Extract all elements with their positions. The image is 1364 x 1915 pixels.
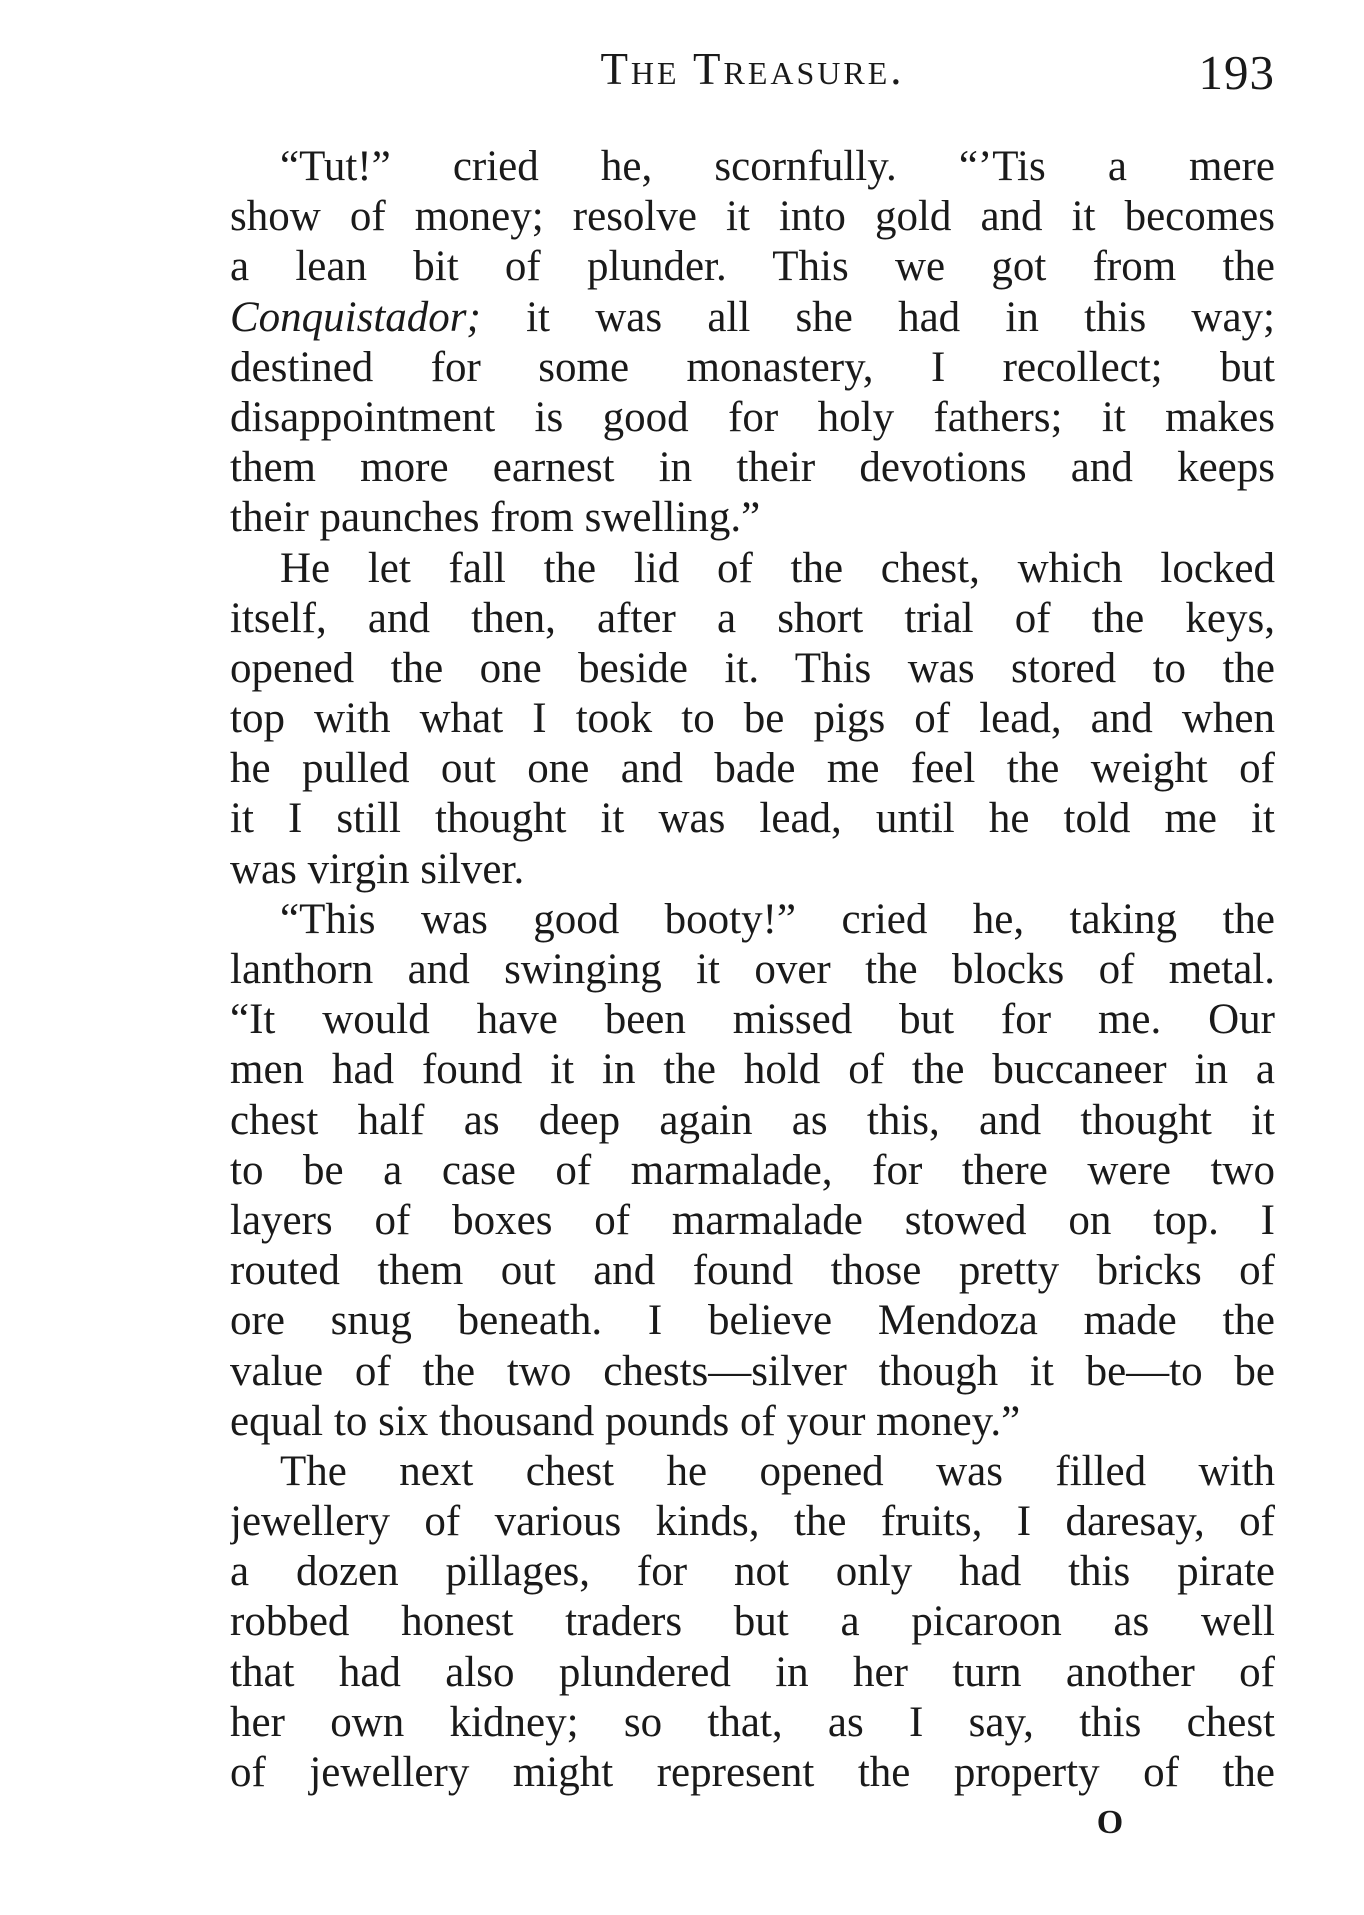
- text-line-with-italic: [230, 293, 1275, 343]
- text-line: layers of boxes of marmalade stowed on top. I: [230, 1196, 1275, 1244]
- text-line: show of money; resolve it into gold and it becomes: [230, 193, 1275, 241]
- text-line: her own kidney; so that, as I say, this chest: [230, 1698, 1275, 1746]
- text-line: “Tut!” cried he, scornfully. “’Tis a mere: [280, 143, 1275, 190]
- text-line: value of the two chests—silver though it be—to be: [230, 1347, 1275, 1395]
- text-line: disappointment is good for holy fathers; it makes: [230, 393, 1275, 441]
- text-line: robbed honest traders but a picaroon as well: [230, 1598, 1275, 1646]
- text-line-rest: it was all she had in this way;: [526, 293, 1275, 341]
- text-line: “It would have been missed but for me. Our: [230, 996, 1275, 1044]
- text-line: opened the one beside it. This was stored to the: [230, 644, 1275, 692]
- text-line: a dozen pillages, for not only had this pirate: [230, 1548, 1275, 1596]
- text-line: chest half as deep again as this, and thought it: [230, 1096, 1275, 1144]
- signature-mark: O: [1096, 1804, 1124, 1841]
- text-line: he pulled out one and bade me feel the weight of: [230, 745, 1275, 793]
- text-line: ore snug beneath. I believe Mendoza made the: [230, 1297, 1275, 1345]
- text-line: routed them out and found those pretty bricks of: [230, 1247, 1275, 1295]
- running-title: The Treasure.: [600, 44, 905, 94]
- text-line: them more earnest in their devotions and keeps: [230, 444, 1275, 492]
- text-line: of jewellery might represent the property of the: [230, 1749, 1275, 1796]
- text-line: it I still thought it was lead, until he told me it: [230, 795, 1275, 843]
- running-head: [230, 34, 1275, 104]
- text-line: jewellery of various kinds, the fruits, I daresay, of: [230, 1498, 1275, 1546]
- text-line: equal to six thousand pounds of your money.”: [230, 1397, 1021, 1445]
- body-text: [230, 142, 1275, 1798]
- text-line: “This was good booty!” cried he, taking the: [280, 895, 1275, 943]
- text-line: lanthorn and swinging it over the blocks of metal.: [230, 946, 1275, 993]
- text-line: men had found it in the hold of the buccaneer in a: [230, 1046, 1275, 1094]
- text-line: a lean bit of plunder. This we got from the: [230, 243, 1275, 291]
- text-line: top with what I took to be pigs of lead, and when: [230, 695, 1275, 743]
- text-line: itself, and then, after a short trial of the keys,: [230, 594, 1275, 642]
- text-line: to be a case of marmalade, for there were two: [230, 1146, 1275, 1194]
- text-line: destined for some monastery, I recollect; but: [230, 343, 1275, 391]
- text-line: was virgin silver.: [230, 845, 525, 893]
- text-line: The next chest he opened was filled with: [280, 1447, 1275, 1495]
- ship-name-italic: Conquistador;: [230, 293, 481, 341]
- page-number: 193: [1198, 45, 1275, 100]
- text-line: that had also plundered in her turn another of: [230, 1648, 1275, 1696]
- text-line: their paunches from swelling.”: [230, 494, 761, 542]
- text-line: He let fall the lid of the chest, which locked: [280, 544, 1275, 592]
